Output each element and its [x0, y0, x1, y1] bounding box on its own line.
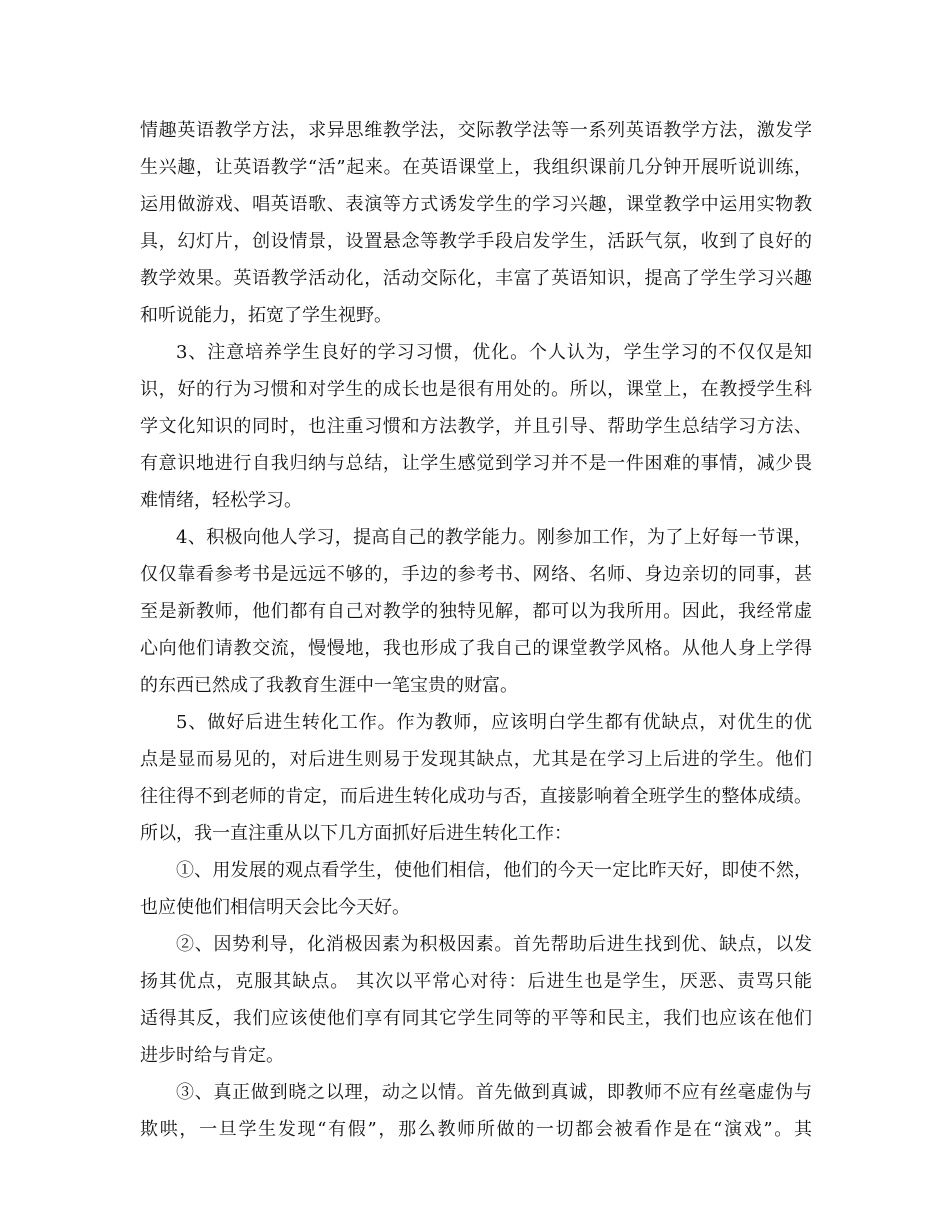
text-line: 所以，我一直注重从以下几方面抓好后进生转化工作：: [140, 823, 572, 844]
text-line: 4、积极向他人学习，提高自己的教学能力。刚参加工作，为了上好每一节课，: [176, 527, 812, 548]
text-line: 往往得不到老师的肯定，而后进生转化成功与否，直接影响着全班学生的整体成绩。: [140, 786, 812, 807]
document-body: [140, 112, 812, 1148]
text-line: 点是显而易见的，对后进生则易于发现其缺点，尤其是在学习上后进的学生。他们: [140, 749, 812, 770]
text-line: 扬其优点，克服其缺点。 其次以平常心对待：后进生也是学生，厌恶、责骂只能: [140, 971, 812, 992]
text-line: 5、做好后进生转化工作。作为教师，应该明白学生都有优缺点，对优生的优: [176, 712, 812, 733]
text-line: 心向他们请教交流，慢慢地，我也形成了我自己的课堂教学风格。从他人身上学得: [140, 638, 812, 659]
text-line: 至是新教师，他们都有自己对教学的独特见解，都可以为我所用。因此，我经常虚: [140, 601, 812, 622]
text-line: 情趣英语教学方法，求异思维教学法，交际教学法等一系列英语教学方法，激发学: [140, 120, 812, 141]
text-line: 的东西已然成了我教育生涯中一笔宝贵的财富。: [140, 675, 518, 696]
text-line: 欺哄，一旦学生发现“有假”，那么教师所做的一切都会被看作是在“演戏”。其: [140, 1119, 812, 1140]
text-line: 运用做游戏、唱英语歌、表演等方式诱发学生的学习兴趣，课堂教学中运用实物教: [140, 194, 812, 215]
text-line: 学文化知识的同时，也注重习惯和方法教学，并且引导、帮助学生总结学习方法、: [140, 416, 812, 437]
text-line: 和听说能力，拓宽了学生视野。: [140, 305, 392, 326]
text-line: 也应使他们相信明天会比今天好。: [140, 897, 410, 918]
text-line: 进步时给与肯定。: [140, 1045, 284, 1066]
text-line: ②、因势利导，化消极因素为积极因素。首先帮助后进生找到优、缺点，以发: [176, 934, 812, 955]
text-line: ③、真正做到晓之以理，动之以情。首先做到真诚，即教师不应有丝毫虚伪与: [176, 1082, 812, 1103]
text-line: 生兴趣，让英语教学“活”起来。在英语课堂上，我组织课前几分钟开展听说训练，: [140, 157, 812, 178]
text-line: 教学效果。英语教学活动化，活动交际化，丰富了英语知识，提高了学生学习兴趣: [140, 268, 812, 289]
text-line: 适得其反，我们应该使他们享有同其它学生同等的平等和民主，我们也应该在他们: [140, 1008, 812, 1029]
text-line: 3、注意培养学生良好的学习习惯，优化。个人认为，学生学习的不仅仅是知: [176, 342, 812, 363]
text-line: 难情绪，轻松学习。: [140, 490, 302, 511]
text-line: 有意识地进行自我归纳与总结，让学生感觉到学习并不是一件困难的事情，减少畏: [140, 453, 812, 474]
text-line: 识，好的行为习惯和对学生的成长也是很有用处的。所以，课堂上，在教授学生科: [140, 379, 812, 400]
text-line: 仅仅靠看参考书是远远不够的，手边的参考书、网络、名师、身边亲切的同事，甚: [140, 564, 812, 585]
text-line: 具，幻灯片，创设情景，设置悬念等教学手段启发学生，活跃气氛，收到了良好的: [140, 231, 812, 252]
text-line: ①、用发展的观点看学生，使他们相信，他们的今天一定比昨天好，即使不然，: [176, 860, 812, 881]
